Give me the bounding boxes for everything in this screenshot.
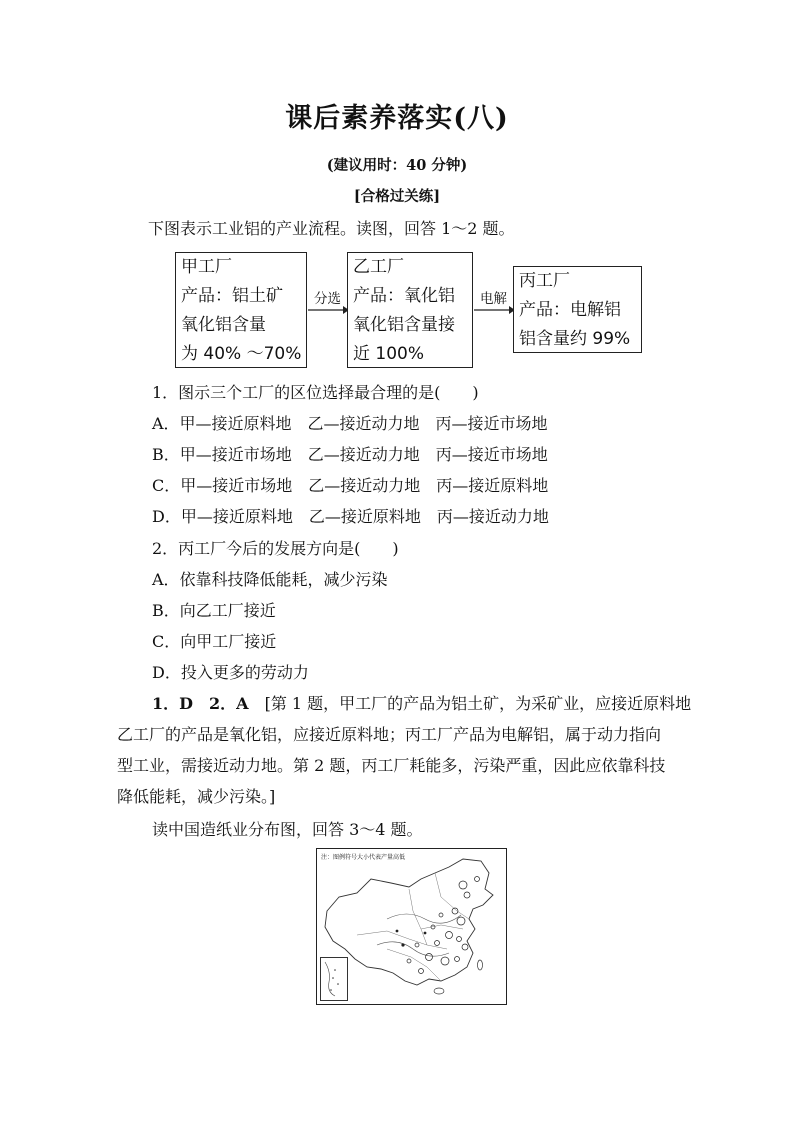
- arrow-right-icon: [473, 304, 515, 316]
- factory-a-box: [175, 252, 307, 368]
- question-1-option-c: C．甲—接近市场地 乙—接近动力地 丙—接近原料地: [152, 476, 549, 495]
- answer-block-line-1: [152, 691, 691, 714]
- question-2-option-b: B．向乙工厂接近: [152, 601, 276, 620]
- inset-map-icon: [321, 958, 347, 1000]
- answer-explanation-line: 降低能耗，减少污染。]: [117, 787, 276, 806]
- question-2-option-d: D．投入更多的劳动力: [152, 663, 309, 682]
- question-2-option-a: A．依靠科技降低能耗，减少污染: [152, 570, 388, 589]
- map-note: 注：图例符号大小代表产量高低: [321, 854, 406, 861]
- page-title: 课后素养落实(八): [285, 103, 509, 134]
- intro-text-1: 下图表示工业铝的产业流程。读图，回答 1～2 题。: [148, 219, 515, 238]
- arrow-label-sort: 分选: [314, 291, 341, 307]
- answer-explanation-line: 型工业，需接近动力地。第 2 题，丙工厂耗能多，污染严重，因此应依靠科技: [117, 756, 666, 775]
- factory-b-line: 氧化铝含量接: [353, 315, 455, 335]
- factory-a-line: 产品：铝土矿: [181, 286, 283, 306]
- time-note: (建议用时：40 分钟): [326, 157, 468, 174]
- question-2-stem: 2．丙工厂今后的发展方向是( ): [152, 539, 399, 558]
- factory-c-line: 铝含量约 99%: [519, 329, 631, 349]
- factory-c-box: [513, 266, 642, 353]
- question-2-option-c: C．向甲工厂接近: [152, 632, 277, 651]
- answer-key: 1．D 2．A: [152, 694, 249, 713]
- factory-c-line: 产品：电解铝: [519, 300, 621, 320]
- china-paper-industry-map: [316, 848, 507, 1005]
- question-1-stem: 1．图示三个工厂的区位选择最合理的是( ): [152, 383, 479, 402]
- answer-explanation-line: [第 1 题，甲工厂的产品为铝土矿，为采矿业，应接近原料地: [264, 694, 692, 713]
- factory-b-line: 乙工厂: [353, 257, 404, 277]
- question-1-option-d: D．甲—接近原料地 乙—接近原料地 丙—接近动力地: [152, 507, 549, 526]
- factory-a-line: 氧化铝含量: [181, 315, 266, 335]
- intro-text-2: 读中国造纸业分布图，回答 3～4 题。: [152, 820, 423, 839]
- question-1-option-b: B．甲—接近市场地 乙—接近动力地 丙—接近市场地: [152, 445, 548, 464]
- section-heading: [合格过关练]: [353, 188, 441, 205]
- question-1-option-a: A．甲—接近原料地 乙—接近动力地 丙—接近市场地: [152, 414, 548, 433]
- factory-a-line: 甲工厂: [181, 257, 232, 277]
- factory-b-line: 产品：氧化铝: [353, 286, 455, 306]
- factory-b-box: [347, 252, 473, 368]
- arrow-label-electrolysis: 电解: [480, 291, 507, 307]
- factory-a-line: 为 40% ～70%: [181, 344, 302, 364]
- factory-b-line: 近 100%: [353, 344, 425, 364]
- factory-c-line: 丙工厂: [519, 271, 570, 291]
- south-china-sea-inset: [320, 957, 348, 1001]
- answer-explanation-line: 乙工厂的产品是氧化铝，应接近原料地；丙工厂产品为电解铝，属于动力指向: [117, 725, 662, 744]
- arrow-right-icon: [307, 304, 349, 316]
